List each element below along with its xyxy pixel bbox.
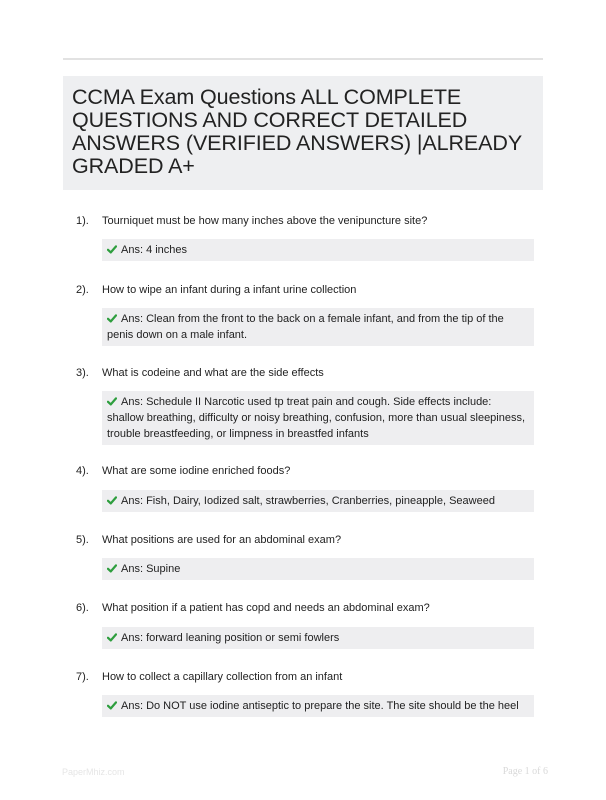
- check-icon: [107, 701, 117, 710]
- check-icon: [107, 496, 117, 505]
- check-icon: [107, 633, 117, 642]
- question-number: 4).: [76, 465, 89, 477]
- check-icon: [107, 564, 117, 573]
- answer-box: [102, 239, 534, 261]
- title-banner: [63, 76, 543, 190]
- question-text: How to collect a capillary collection from an infant: [102, 671, 343, 683]
- answer-box: [102, 308, 534, 346]
- answer-text: Ans: Clean from the front to the back on a female infant, and from the tip of the penis down on a male infant.: [107, 313, 504, 341]
- answer-text: Ans: Supine: [121, 563, 181, 575]
- question-number: 5).: [76, 534, 89, 546]
- check-icon: [107, 397, 117, 406]
- answer-text: Ans: Do NOT use iodine antiseptic to prepare the site. The site should be the heel: [121, 700, 519, 712]
- check-icon: [107, 245, 117, 254]
- question-text: Tourniquet must be how many inches above the venipuncture site?: [102, 215, 428, 227]
- question-number: 7).: [76, 671, 89, 683]
- answer-text: Ans: forward leaning position or semi fowlers: [121, 632, 340, 644]
- question-text: What are some iodine enriched foods?: [102, 465, 291, 477]
- answer-box: [102, 391, 534, 445]
- question-text: What position if a patient has copd and needs an abdominal exam?: [102, 602, 430, 614]
- answer-text: Ans: Schedule II Narcotic used tp treat pain and cough. Side effects include: shallow breathing, difficulty or noisy breathing, confusion, more than usual sleepiness, trouble breastfeeding, or limpness in breastfed infants: [107, 396, 526, 440]
- question-number: 2).: [76, 284, 89, 296]
- answer-box: [102, 627, 534, 649]
- answer-box: [102, 558, 534, 580]
- top-divider: [63, 58, 543, 60]
- question-number: 1).: [76, 215, 89, 227]
- question-number: 3).: [76, 367, 89, 379]
- page-number: Page 1 of 6: [502, 766, 548, 777]
- answer-box: [102, 490, 534, 512]
- question-text: How to wipe an infant during a infant urine collection: [102, 284, 357, 296]
- question-number: 6).: [76, 602, 89, 614]
- question-text: What positions are used for an abdominal exam?: [102, 534, 342, 546]
- page-title: CCMA Exam Questions ALL COMPLETE QUESTIONS AND CORRECT DETAILED ANSWERS (VERIFIED ANSWERS) |ALREADY GRADED A+: [72, 85, 522, 178]
- check-icon: [107, 314, 117, 323]
- question-text: What is codeine and what are the side effects: [102, 367, 324, 379]
- answer-text: Ans: Fish, Dairy, Iodized salt, strawberries, Cranberries, pineapple, Seaweed: [121, 495, 495, 507]
- watermark-text: PaperMhiz.com: [62, 767, 125, 777]
- answer-text: Ans: 4 inches: [121, 244, 188, 256]
- answer-box: [102, 695, 534, 717]
